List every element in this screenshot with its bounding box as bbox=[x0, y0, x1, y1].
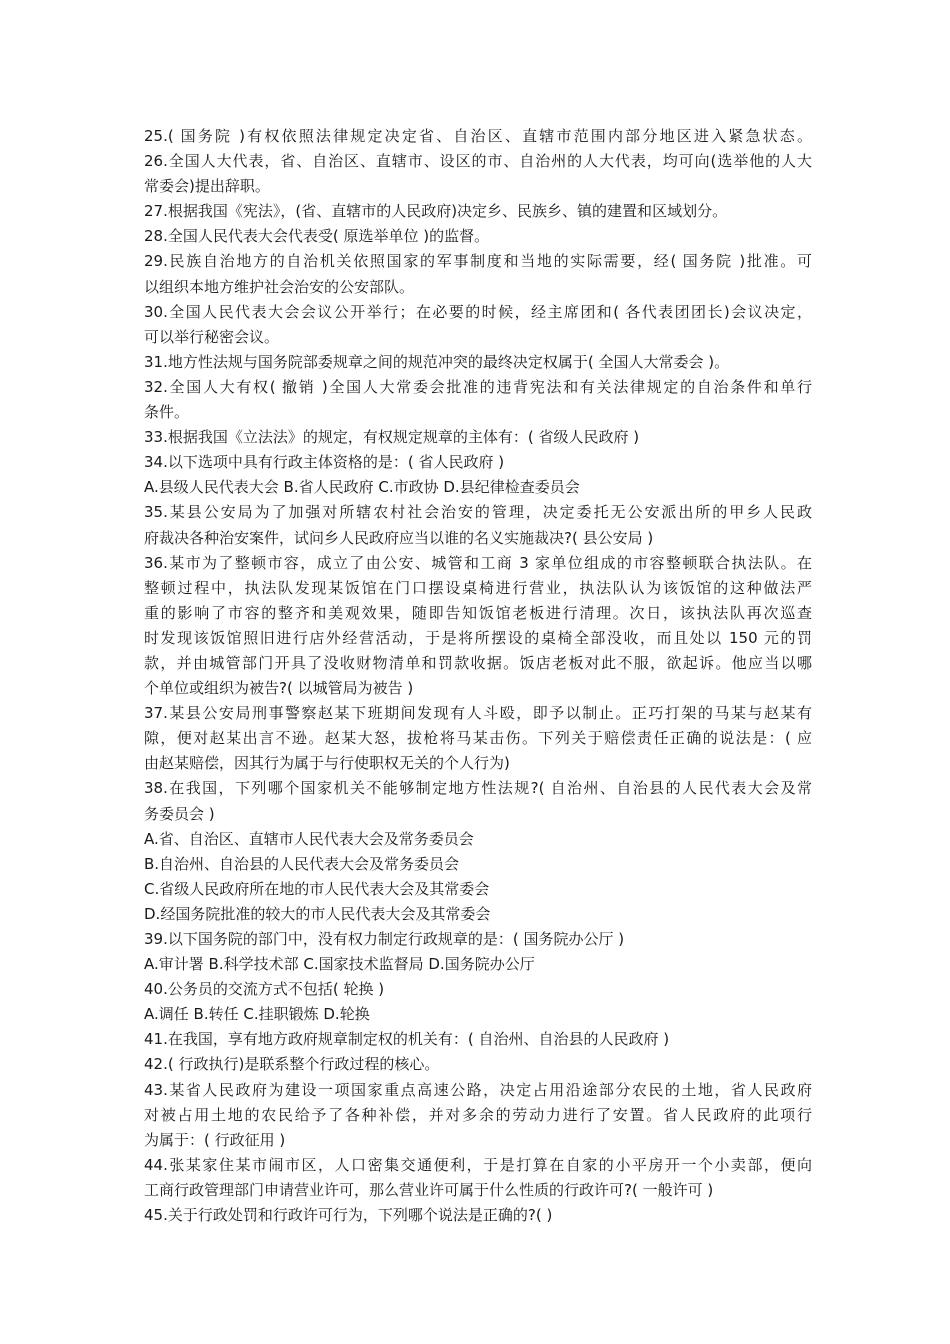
text-line-35: 40.公务员的交流方式不包括( 轮换 ) bbox=[144, 980, 385, 999]
text-line-39: 43.某省人民政府为建设一项国家重点高速公路，决定占用沿途部分农民的土地，省人民政府 bbox=[144, 1080, 812, 1099]
text-line-8: 30.全国人民代表大会会议公开举行；在必要的时候，经主席团和( 各代表团团长)会议决定， bbox=[144, 302, 812, 321]
text-line-27: 38.在我国，下列哪个国家机关不能够制定地方性法规?( 自治州、自治县的人民代表大会及常 bbox=[144, 779, 812, 798]
text-line-40: 对被占用土地的农民给予了各种补偿，并对多余的劳动力进行了安置。省人民政府的此项行 bbox=[144, 1105, 812, 1124]
text-line-42: 44.张某家住某市闹市区，人口密集交通便利，于是打算在自家的小平房开一个小卖部，便向 bbox=[144, 1155, 812, 1174]
text-line-43: 工商行政管理部门申请营业许可，那么营业许可属于什么性质的行政许可?( 一般许可 ) bbox=[144, 1180, 714, 1199]
text-line-30: B.自治州、自治县的人民代表大会及常务委员会 bbox=[144, 854, 460, 873]
text-line-29: A.省、自治区、直辖市人民代表大会及常务委员会 bbox=[144, 829, 474, 848]
text-line-12: 条件。 bbox=[144, 403, 190, 422]
text-line-22: 款，并由城管部门开具了没收财物清单和罚款收据。饭店老板对此不服，欲起诉。他应当以哪 bbox=[144, 653, 812, 672]
text-line-34: A.审计署 B.科学技术部 C.国家技术监督局 D.国务院办公厅 bbox=[144, 955, 535, 974]
text-line-2: 26.全国人大代表，省、自治区、直辖市、设区的市、自治州的人大代表，均可向(选举他的人大 bbox=[144, 152, 812, 171]
text-line-11: 32.全国人大有权( 撤销 )全国人大常委会批准的违背宪法和有关法律规定的自治条件和单行 bbox=[144, 377, 812, 396]
text-line-15: A.县级人民代表大会 B.省人民政府 C.市政协 D.县纪律检查委员会 bbox=[144, 478, 580, 497]
text-line-16: 35.某县公安局为了加强对所辖农村社会治安的管理，决定委托无公安派出所的甲乡人民政 bbox=[144, 503, 812, 522]
text-line-32: D.经国务院批准的较大的市人民代表大会及其常委会 bbox=[144, 904, 491, 923]
text-line-23: 个单位或组织为被告?( 以城管局为被告 ) bbox=[144, 679, 414, 698]
text-line-5: 28.全国人民代表大会代表受( 原选举单位 )的监督。 bbox=[144, 227, 490, 246]
text-line-44: 45.关于行政处罚和行政许可行为，下列哪个说法是正确的?( ) bbox=[144, 1206, 553, 1225]
text-line-26: 由赵某赔偿，因其行为属于与行使职权无关的个人行为) bbox=[144, 754, 510, 773]
text-line-1: 25.( 国务院 )有权依照法律规定决定省、自治区、直辖市范围内部分地区进入紧急状态。 bbox=[144, 127, 812, 145]
text-line-21: 时发现该饭馆照旧进行店外经营活动，于是将所摆设的桌椅全部没收，而且处以 150 元的罚 bbox=[144, 628, 812, 647]
text-line-4: 27.根据我国《宪法》，(省、直辖市的人民政府)决定乡、民族乡、镇的建置和区域划分。 bbox=[144, 202, 728, 221]
text-line-3: 常委会)提出辞职。 bbox=[144, 177, 270, 196]
text-line-9: 可以举行秘密会议。 bbox=[144, 327, 280, 346]
text-line-33: 39.以下国务院的部门中，没有权力制定行政规章的是：( 国务院办公厅 ) bbox=[144, 930, 625, 948]
text-line-14: 34.以下选项中具有行政主体资格的是：( 省人民政府 ) bbox=[144, 453, 505, 472]
text-line-24: 37.某县公安局刑事警察赵某下班期间发现有人斗殴，即予以制止。正巧打架的马某与赵某有 bbox=[144, 704, 812, 723]
text-line-36: A.调任 B.转任 C.挂职锻炼 D.轮换 bbox=[144, 1005, 370, 1024]
text-line-17: 府裁决各种治安案件，试问乡人民政府应当以谁的名义实施裁决?( 县公安局 ) bbox=[144, 528, 654, 547]
text-line-37: 41.在我国，享有地方政府规章制定权的机关有：( 自治州、自治县的人民政府 ) bbox=[144, 1030, 670, 1049]
text-line-6: 29.民族自治地方的自治机关依照国家的军事制度和当地的实际需要，经( 国务院 )批准。可 bbox=[144, 252, 812, 271]
text-line-18: 36.某市为了整顿市容，成立了由公安、城管和工商 3 家单位组成的市容整顿联合执法队。在 bbox=[144, 553, 812, 572]
text-line-19: 整顿过程中，执法队发现某饭馆在门口摆设桌椅进行营业，执法队认为该饭馆的这种做法严 bbox=[144, 578, 812, 597]
text-line-10: 31.地方性法规与国务院部委规章之间的规范冲突的最终决定权属于( 全国人大常委会 )。 bbox=[144, 352, 730, 371]
text-line-31: C.省级人民政府所在地的市人民代表大会及其常委会 bbox=[144, 879, 490, 898]
text-line-13: 33.根据我国《立法法》的规定，有权规定规章的主体有：( 省级人民政府 ) bbox=[144, 428, 640, 447]
text-line-7: 以组织本地方维护社会治安的公安部队。 bbox=[144, 277, 415, 296]
text-line-41: 为属于：( 行政征用 ) bbox=[144, 1130, 286, 1149]
text-line-38: 42.( 行政执行)是联系整个行政过程的核心。 bbox=[144, 1055, 440, 1074]
text-line-20: 重的影响了市容的整齐和美观效果，随即告知饭馆老板进行清理。次日，该执法队再次巡查 bbox=[144, 603, 812, 622]
text-line-28: 务委员会 ) bbox=[144, 804, 215, 823]
text-line-25: 隙，便对赵某出言不逊。赵某大怒，拔枪将马某击伤。下列关于赔偿责任正确的说法是：( 应 bbox=[144, 729, 812, 748]
document-page bbox=[144, 124, 812, 1228]
